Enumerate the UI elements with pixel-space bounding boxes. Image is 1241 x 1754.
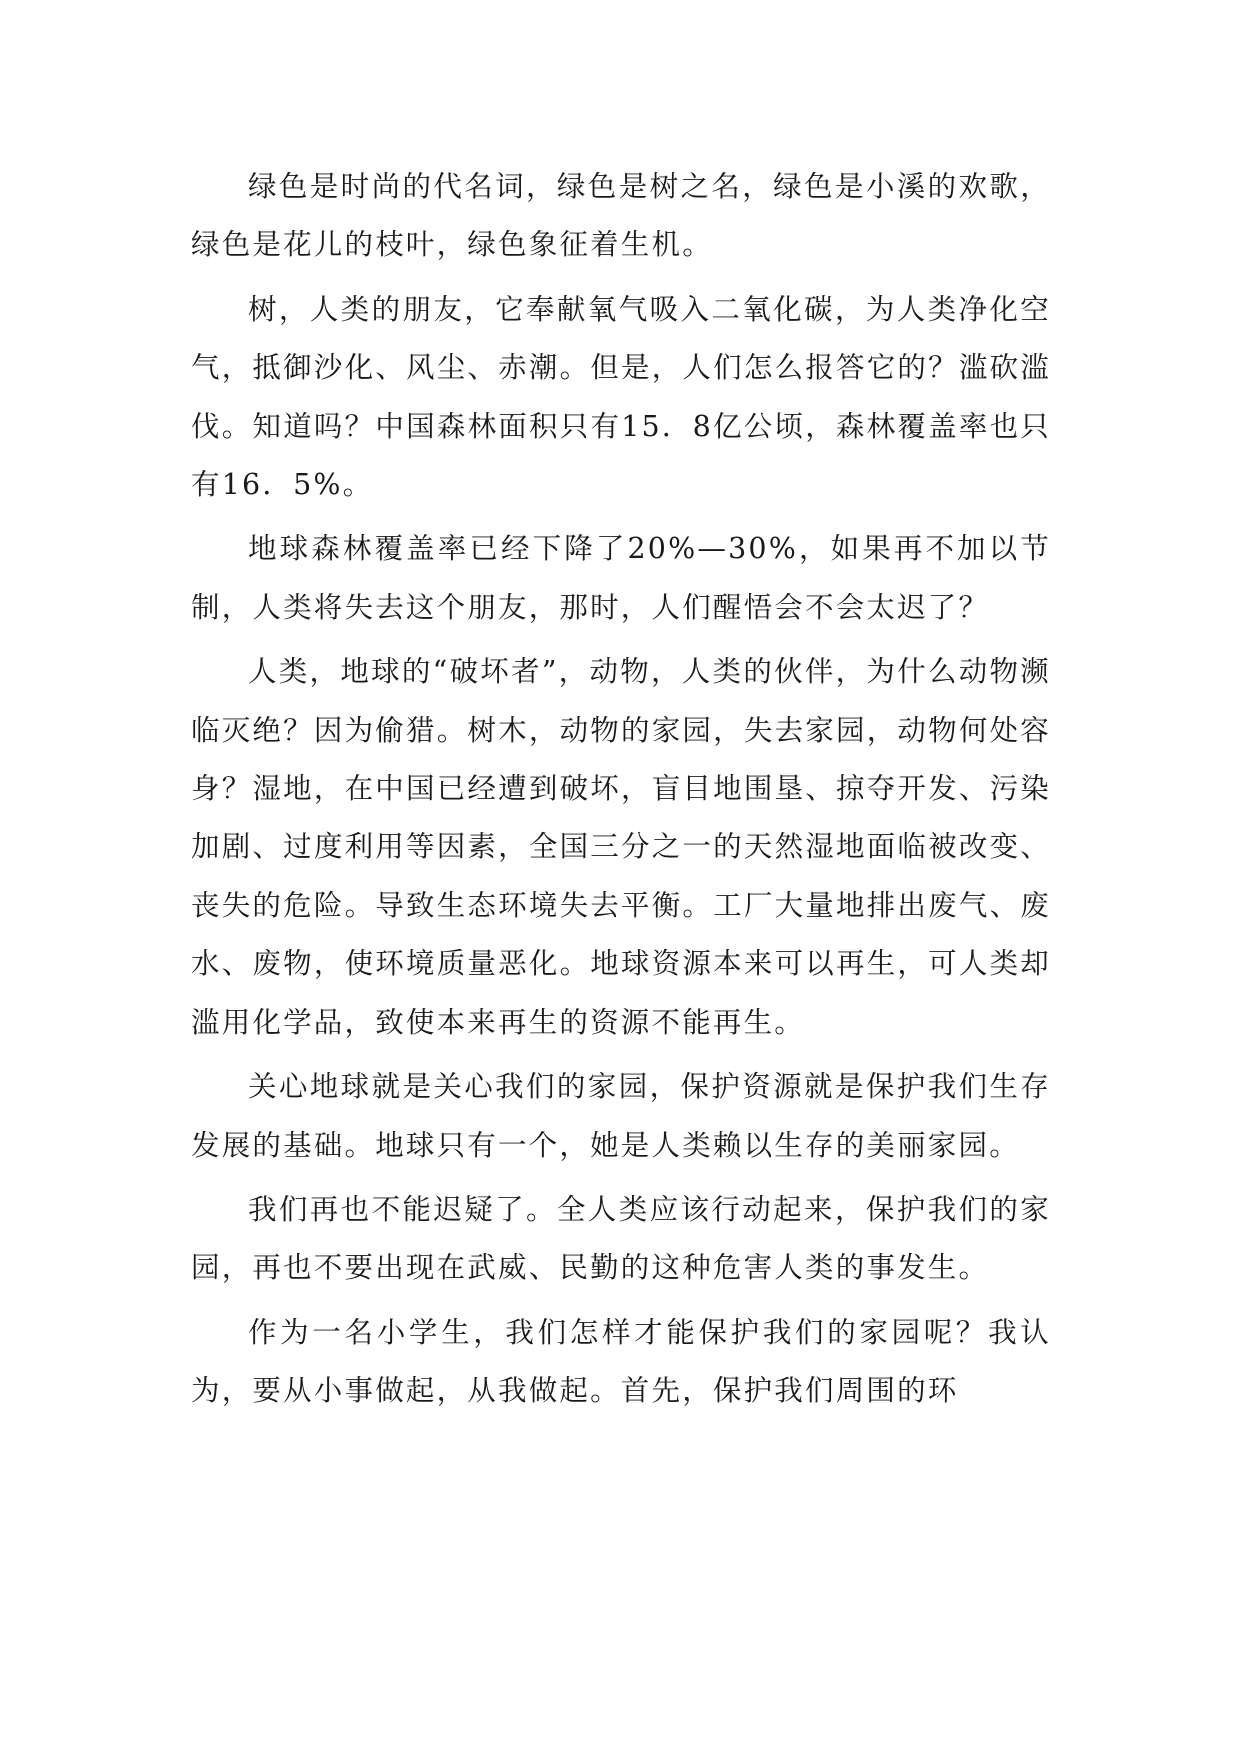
paragraph: 人类，地球的“破坏者”，动物，人类的伙伴，为什么动物濒临灭绝？因为偷猎。树木，动物的家园，失去家园，动物何处容身？湿地，在中国已经遭到破坏，盲目地围垦、掠夺开发、污染加剧、过度利用等因素，全国三分之一的天然湿地面临被改变、丧失的危险。导致生态环境失去平衡。工厂大量地排出废气、废水、废物，使环境质量恶化。地球资源本来可以再生，可人类却滥用化学品，致使本来再生的资源不能再生。 — [191, 655, 1051, 1039]
paragraph: 树，人类的朋友，它奉献氧气吸入二氧化碳，为人类净化空气，抵御沙化、风尘、赤潮。但是，人们怎么报答它的？滥砍滥伐。知道吗？中国森林面积只有15．8亿公顷，森林覆盖率也只有16．5%。 — [191, 292, 1051, 502]
paragraph: 地球森林覆盖率已经下降了20%—30%，如果再不加以节制，人类将失去这个朋友，那时，人们醒悟会不会太迟了？ — [191, 532, 1051, 624]
paragraph: 绿色是时尚的代名词，绿色是树之名，绿色是小溪的欢歌，绿色是花儿的枝叶，绿色象征着生机。 — [191, 170, 1051, 262]
paragraph: 我们再也不能迟疑了。全人类应该行动起来，保护我们的家园，再也不要出现在武威、民勤的这种危害人类的事发生。 — [191, 1192, 1051, 1285]
document-body — [191, 158, 1051, 1427]
paragraph: 关心地球就是关心我们的家园，保护资源就是保护我们生存发展的基础。地球只有一个，她是人类赖以生存的美丽家园。 — [191, 1070, 1051, 1162]
paragraph: 作为一名小学生，我们怎样才能保护我们的家园呢？我认为，要从小事做起，从我做起。首先，保护我们周围的环 — [191, 1315, 1051, 1408]
